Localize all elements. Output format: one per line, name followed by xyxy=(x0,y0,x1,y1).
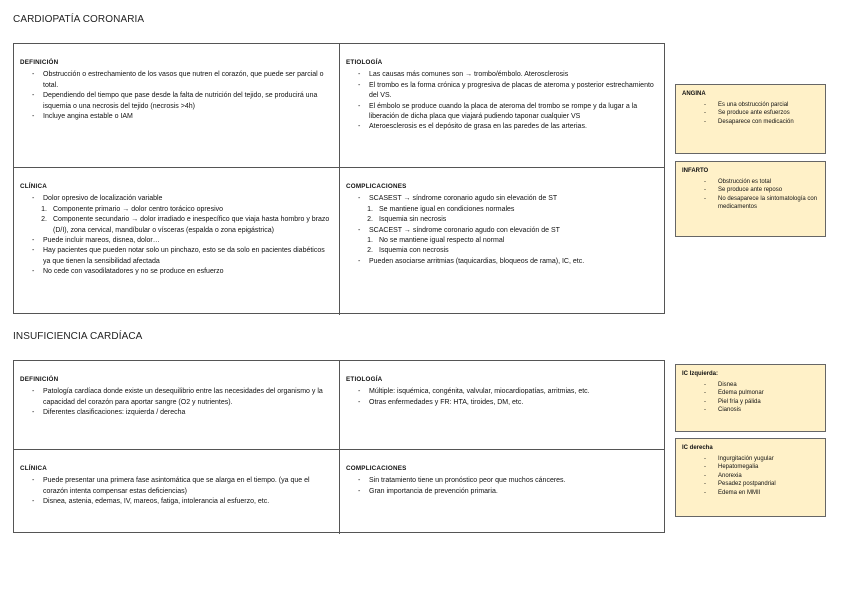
list-item: - El émbolo se produce cuando la placa de ateroma del trombo se rompe y da lugar a la liberación de dicha placa que viajará pudiendo taponar cualquier VS xyxy=(346,102,659,123)
note-title: IC Izquierda: xyxy=(682,371,719,377)
note-title: IC derecha xyxy=(682,445,713,451)
list-item: - Edema en MMII xyxy=(682,489,820,498)
numbered-item: 1. Componente primario → dolor centro torácico opresivo xyxy=(41,205,224,213)
etiologia-cell xyxy=(339,44,664,167)
list-item: - Anorexia xyxy=(682,472,820,481)
insuficiencia-table xyxy=(13,360,665,533)
note-title: ANGINA xyxy=(682,91,706,97)
list-item: - Otras enfermedades y FR: HTA, tiroides, DM, etc. xyxy=(346,398,659,408)
list-item: - Ingurgitación yugular xyxy=(682,455,820,464)
complicaciones-list xyxy=(346,194,659,267)
etiologia-heading: ETIOLOGÍA xyxy=(346,376,383,383)
list-item: - Pueden asociarse arritmias (taquicardias, bloqueos de rama), IC, etc. xyxy=(346,257,659,267)
list-item: - No desaparece la sintomatología con medicamentos xyxy=(682,195,820,212)
list-item: - Hay pacientes que pueden notar solo un pinchazo, esto se da solo en pacientes diabéticos ya que tienen la sensibilidad afectada xyxy=(20,246,334,267)
clinica-heading: CLÍNICA xyxy=(20,465,47,472)
list-item: - El trombo es la forma crónica y progresiva de placas de ateroma y posterior estrechamiento del VS. xyxy=(346,81,659,102)
etiologia-cell xyxy=(339,361,664,449)
list-item: - Múltiple: isquémica, congénita, valvular, miocardiopatías, arritmias, etc. xyxy=(346,387,659,397)
section-title-cardiopatia: CARDIOPATÍA CORONARIA xyxy=(13,14,145,25)
list-item: - Cianosis xyxy=(682,406,820,415)
list-item: - Obstrucción o estrechamiento de los vasos que nutren el corazón, que puede ser parcial o total. xyxy=(20,70,334,91)
complicaciones-cell xyxy=(339,167,664,315)
scasest-sub-list xyxy=(359,205,659,226)
clinica-cell xyxy=(14,167,339,315)
section-title-insuficiencia: INSUFICIENCIA CARDÍACA xyxy=(13,331,143,342)
etiologia-heading: ETIOLOGÍA xyxy=(346,59,383,66)
complicaciones-heading: COMPLICACIONES xyxy=(346,183,407,190)
list-item: - Patología cardíaca donde existe un desequilibrio entre las necesidades del organismo y la capacidad del corazón para aportar sangre (O2 y nutrientes). xyxy=(20,387,334,408)
list-item: - Las causas más comunes son → trombo/émbolo. Aterosclerosis xyxy=(346,70,659,80)
numbered-item: 2. Isquemia con necrosis xyxy=(367,247,449,255)
numbered-item: 1. Se mantiene igual en condiciones normales xyxy=(367,205,515,213)
list-item: - Dependiendo del tiempo que pase desde la falta de nutrición del tejido, se producirá una isquemia o una necrosis del tejido (necrosis >4h) xyxy=(20,91,334,112)
definicion-heading: DEFINICIÓN xyxy=(20,376,59,383)
list-item: - Puede incluir mareos, disnea, dolor… xyxy=(20,236,334,246)
etiologia-list xyxy=(346,70,659,132)
clinica-list xyxy=(20,194,334,277)
list-item: - Disnea, astenia, edemas, IV, mareos, fatiga, intolerancia al esfuerzo, etc. xyxy=(20,497,334,507)
cardiopatia-table xyxy=(13,43,665,314)
list-item: - Se produce ante esfuerzos xyxy=(682,109,820,118)
list-item: - Edema pulmonar xyxy=(682,389,820,398)
list-item: - Pesadez postpandrial xyxy=(682,480,820,489)
note-angina xyxy=(675,84,826,154)
clinica-intro: Dolor opresivo de localización variable xyxy=(43,195,163,203)
numbered-item: 1. No se mantiene igual respecto al normal xyxy=(367,237,505,245)
clinica-heading: CLÍNICA xyxy=(20,183,47,190)
list-item: - Se produce ante reposo xyxy=(682,186,820,195)
list-item xyxy=(346,194,659,225)
note-infarto xyxy=(675,161,826,237)
note-title: INFARTO xyxy=(682,168,709,174)
list-item: - Piel fría y pálida xyxy=(682,398,820,407)
numbered-item: 2. Isquemia sin necrosis xyxy=(367,216,447,224)
list-item: - Ateroesclerosis es el depósito de grasa en las paredes de las arterias. xyxy=(346,122,659,132)
definicion-heading: DEFINICIÓN xyxy=(20,59,59,66)
list-item: - Disnea xyxy=(682,381,820,390)
clinica-cell xyxy=(14,449,339,534)
list-item: - Es una obstrucción parcial xyxy=(682,101,820,110)
list-item: - Diferentes clasificaciones: izquierda / derecha xyxy=(20,408,334,418)
complicaciones-cell xyxy=(339,449,664,534)
note-ic-derecha xyxy=(675,438,826,517)
definicion-cell xyxy=(14,44,339,167)
definicion-cell xyxy=(14,361,339,449)
list-item: - Gran importancia de prevención primaria. xyxy=(346,487,659,497)
clinica-sub-list xyxy=(33,205,334,236)
list-item: - Desaparece con medicación xyxy=(682,118,820,127)
complicaciones-heading: COMPLICACIONES xyxy=(346,465,407,472)
note-ic-izquierda xyxy=(675,364,826,432)
list-item: - Sin tratamiento tiene un pronóstico peor que muchos cánceres. xyxy=(346,476,659,486)
list-item: - Incluye angina estable o IAM xyxy=(20,112,334,122)
scasest-text: SCASEST → síndrome coronario agudo sin elevación de ST xyxy=(369,195,558,203)
list-item: - No cede con vasodilatadores y no se produce en esfuerzo xyxy=(20,267,334,277)
list-item xyxy=(20,194,334,236)
list-item: - Obstrucción es total xyxy=(682,178,820,187)
definicion-list xyxy=(20,70,334,122)
list-item: - Hepatomegalia xyxy=(682,463,820,472)
list-item xyxy=(346,226,659,257)
numbered-item: 2. Componente secundario → dolor irradiado e inespecífico que viaja hasta hombro y brazo (D/I), zona cervical, mandíbular o vísceras (espalda o zona epigástrica) xyxy=(41,216,330,234)
scacest-text: SCACEST → síndrome coronario agudo con elevación de ST xyxy=(369,226,560,234)
list-item: - Puede presentar una primera fase asintomática que se alarga en el tiempo. (ya que el corazón intenta compensar estas deficiencias) xyxy=(20,476,334,497)
scacest-sub-list xyxy=(359,236,659,257)
